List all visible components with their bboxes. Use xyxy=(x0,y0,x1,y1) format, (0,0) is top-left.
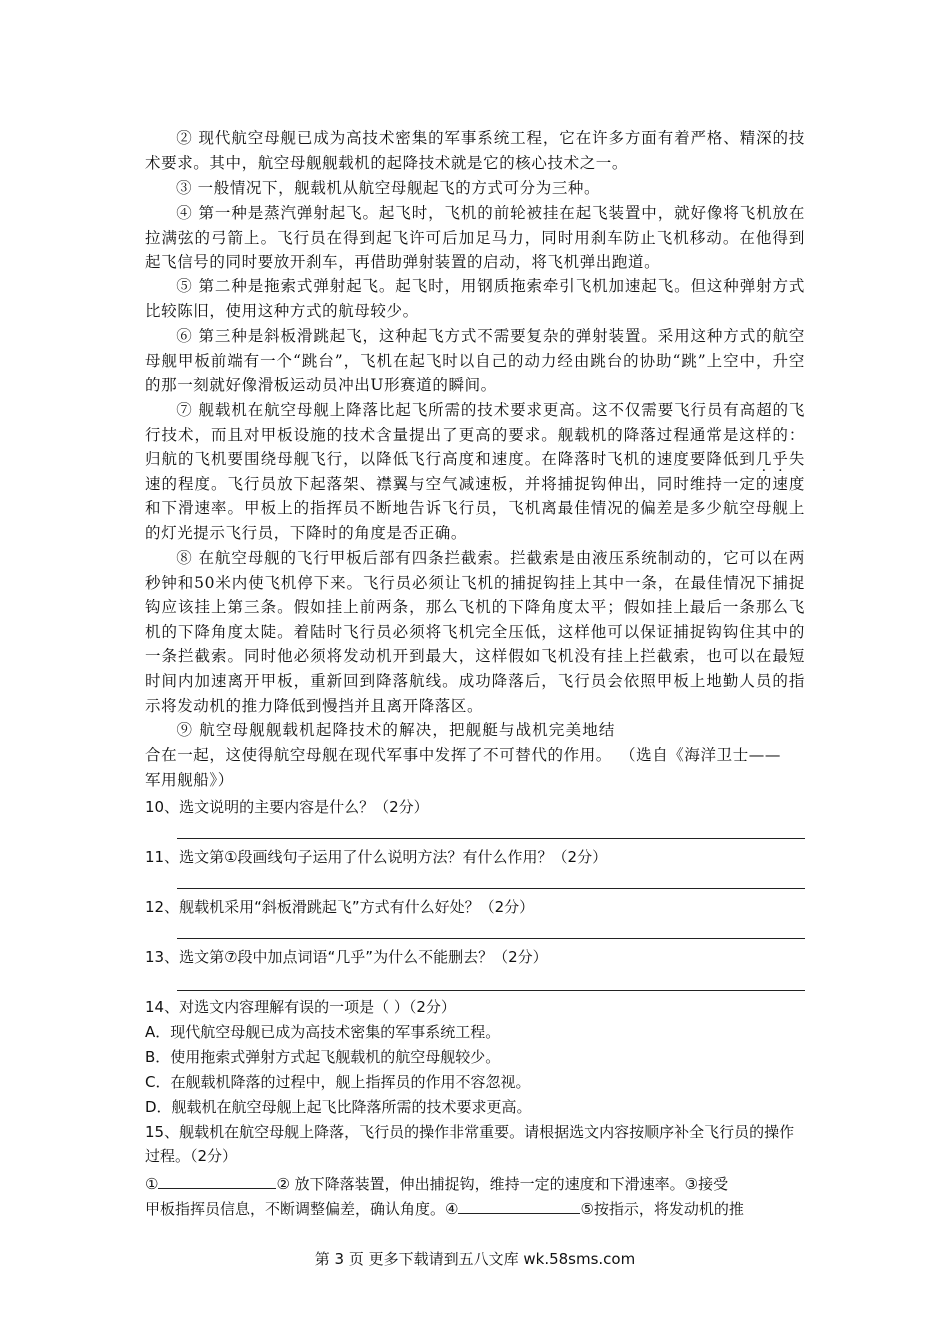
paragraph-4: ④ 第一种是蒸汽弹射起飞。起飞时，飞机的前轮被挂在起飞装置中，就好像将飞机放在拉满弦的弓箭上。飞行员在得到起飞许可后加足马力，同时用刹车防止飞机移动。在他得到起飞信号的同时要放开刹车，再借助弹射装置的启动，将飞机弹出跑道。 xyxy=(145,204,805,272)
page-footer: 第 3 页 更多下载请到五八文库 wk.58sms.com xyxy=(314,1250,636,1268)
blank-1[interactable] xyxy=(158,1170,276,1189)
question-13: 13、选文第⑦段中加点词语“几乎”为什么不能删去？（2分） xyxy=(145,948,548,966)
paragraph-9: ⑨ 航空母舰舰载机起降技术的解决，把舰艇与战机完美地结合在一起，这使得航空母舰在现代军事中发挥了不可替代的作用。 xyxy=(145,721,615,764)
paragraph-2: ② 现代航空母舰已成为高技术密集的军事系统工程，它在许多方面有着严格、精深的技术要求。其中，航空母舰舰载机的起降技术就是它的核心技术之一。 xyxy=(145,129,805,172)
question-15-fill-line2: 甲板指挥员信息，不断调整偏差，确认角度。④ ⑤按指示，将发动机的推 xyxy=(145,1195,810,1221)
answer-line-11[interactable] xyxy=(177,888,805,889)
option-b[interactable]: B．使用拖索式弹射方式起飞舰载机的航空母舰较少。 xyxy=(145,1048,501,1066)
answer-line-12[interactable] xyxy=(177,938,805,939)
answer-line-10[interactable] xyxy=(177,838,805,839)
paragraph-8: ⑧ 在航空母舰的飞行甲板后部有四条拦截索。拦截索是由液压系统制动的，它可以在两秒钟和50米内使飞机停下来。飞行员必须让飞机的捕捉钩挂上其中一条，在最佳情况下捕捉钩应该挂上第三条。假如挂上前两条，那么飞机的下降角度太平；假如挂上最后一条那么飞机的下降角度太陡。着陆时飞行员必须将飞机完全压低，这样他可以保证捕捉钩钩住其中的一条拦截索。同时他必须将发动机开到最大，这样假如飞机没有挂上拦截索，也可以在最短时间内加速离开甲板，重新回到降落航线。成功降落后，飞行员会依照甲板上地勤人员的指示将发动机的推力降低到慢挡并且离开降落区。 xyxy=(145,549,805,715)
question-11: 11、选文第①段画线句子运用了什么说明方法？有什么作用？（2分） xyxy=(145,848,608,866)
question-10: 10、选文说明的主要内容是什么？（2分） xyxy=(145,798,429,816)
paragraph-5: ⑤ 第二种是拖索式弹射起飞。起飞时，用钢质拖索牵引飞机加速起飞。但这种弹射方式比较陈旧，使用这种方式的航母较少。 xyxy=(145,277,805,320)
question-15-fill-line1: ① ② 放下降落装置，伸出捕捉钩，维持一定的速度和下滑速率。③接受 xyxy=(145,1170,810,1196)
paragraph-6: ⑥ 第三种是斜板滑跳起飞，这种起飞方式不需要复杂的弹射装置。采用这种方式的航空母舰甲板前端有一个“跳台”，飞机在起飞时以自己的动力经由跳台的协助“跳”上空中，升空的那一刻就好像滑板运动员冲出U形赛道的瞬间。 xyxy=(145,327,805,395)
question-15: 15、舰载机在航空母舰上降落，飞行员的操作非常重要。请根据选文内容按顺序补全飞行员的操作过程。（2分） xyxy=(145,1123,795,1165)
option-d[interactable]: D．舰载机在航空母舰上起飞比降落所需的技术要求更高。 xyxy=(145,1098,532,1116)
dotted-word-ji: 几 xyxy=(755,450,773,469)
paragraph-7: ⑦ 舰载机在航空母舰上降落比起飞所需的技术要求更高。这不仅需要飞行员有高超的飞行技术，而且对甲板设施的技术含量提出了更高的要求。舰载机的降落过程通常是这样的：归航的飞机要围绕母舰飞行，以降低飞行高度和速度。在降落时飞机的速度要降低到几乎失速的程度。飞行员放下起落架、襟翼与空气减速板，并将捕捉钩伸出，同时维持一定的速度和下滑速率。甲板上的指挥员不断地告诉飞行员，飞机离最佳情况的偏差是多少航空母舰上的灯光提示飞行员，下降时的角度是否正确。 xyxy=(145,401,805,542)
dotted-word-hu: 乎 xyxy=(772,450,789,469)
question-14: 14、对选文内容理解有误的一项是（ ）（2分） xyxy=(145,998,456,1016)
blank-4[interactable] xyxy=(458,1195,580,1214)
source-citation-line1: （选自《海洋卫士—— xyxy=(620,746,782,764)
source-citation-line2: 军用舰船》） xyxy=(145,771,234,789)
option-c[interactable]: C．在舰载机降落的过程中，舰上指挥员的作用不容忽视。 xyxy=(145,1073,531,1091)
paragraph-3: ③ 一般情况下，舰载机从航空母舰起飞的方式可分为三种。 xyxy=(176,179,601,197)
answer-line-13[interactable] xyxy=(177,990,805,991)
question-12: 12、舰载机采用“斜板滑跳起飞”方式有什么好处？（2分） xyxy=(145,898,535,916)
option-a[interactable]: A．现代航空母舰已成为高技术密集的军事系统工程。 xyxy=(145,1023,501,1041)
